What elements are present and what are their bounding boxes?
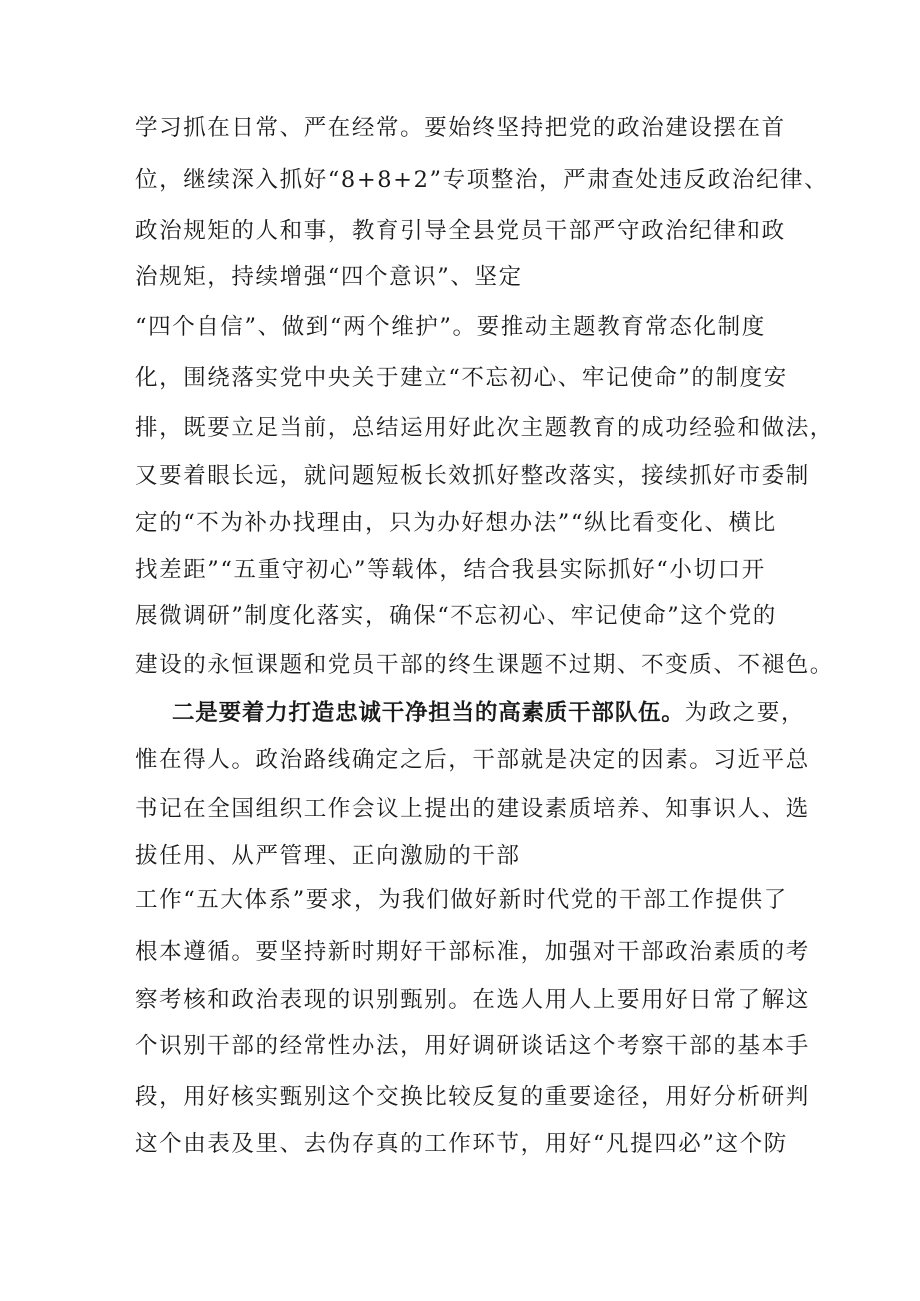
- body-line-3: 政治规矩的人和事，教育引导全县党员干部严守政治纪律和政: [135, 218, 786, 244]
- paragraph-2-lead-line: [172, 698, 805, 728]
- body-line-10: 找差距”“五重守初心”等载体，结合我县实际抓好“小切口开: [135, 557, 766, 583]
- body-line-18: 察考核和政治表现的识别甄别。在选人用人上要用好日常了解这: [135, 987, 810, 1013]
- body-line-5: “四个自信”、做到“两个维护”。要推动主题教育常态化制度: [135, 314, 766, 340]
- body-line-11: 展微调研”制度化落实，确保“不忘初心、牢记使命”这个党的: [135, 603, 777, 629]
- body-line-16: 工作“五大体系”要求，为我们做好新时代党的干部工作提供了: [135, 887, 788, 913]
- body-line-14: 书记在全国组织工作会议上提出的建设素质培养、知事识人、选: [135, 796, 810, 822]
- section-heading-rest: 为政之要，: [684, 700, 806, 726]
- section-heading-bold: 二是要着力打造忠诚干净担当的高素质干部队伍。: [172, 700, 685, 726]
- body-line-15: 拔任用、从严管理、正向激励的干部: [135, 843, 521, 869]
- body-line-2: 位，继续深入抓好“8+8+2”专项整治，严肃查处违反政治纪律、: [135, 167, 829, 193]
- body-line-20: 段，用好核实甄别这个交换比较反复的重要途径，用好分析研判: [135, 1084, 810, 1110]
- body-line-12: 建设的永恒课题和党员干部的终生课题不过期、不变质、不褪色。: [135, 652, 834, 678]
- body-line-7: 排，既要立足当前，总结运用好此次主题教育的成功经验和做法，: [135, 415, 834, 441]
- body-line-8: 又要着眼长远，就问题短板长效抓好整改落实，接续抓好市委制: [135, 463, 810, 489]
- body-line-13: 惟在得人。政治路线确定之后，干部就是决定的因素。习近平总: [135, 747, 810, 773]
- body-line-1: 学习抓在日常、严在经常。要始终坚持把党的政治建设摆在首: [135, 115, 786, 141]
- body-line-17: 根本遵循。要坚持新时期好干部标准，加强对干部政治素质的考: [135, 939, 810, 965]
- body-line-6: 化，围绕落实党中央关于建立“不忘初心、牢记使命”的制度安: [135, 365, 788, 391]
- body-line-21: 这个由表及里、去伪存真的工作环节，用好“凡提四必”这个防: [135, 1131, 788, 1157]
- body-line-4: 治规矩，持续增强“四个意识”、坚定: [135, 264, 523, 290]
- body-line-19: 个识别干部的经常性办法，用好调研谈话这个考察干部的基本手: [135, 1033, 810, 1059]
- body-line-9: 定的“不为补办找理由，只为办好想办法”“纵比看变化、横比: [135, 510, 777, 536]
